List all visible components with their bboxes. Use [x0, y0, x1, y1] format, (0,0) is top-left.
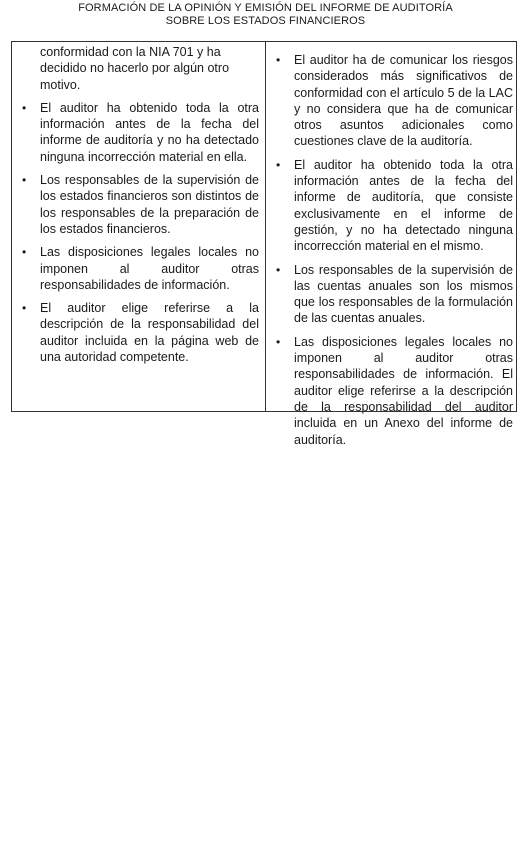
- left-list-item-3-text: Las disposiciones legales locales no imponen al auditor otras responsabilidades de información.: [40, 245, 259, 292]
- right-list-item-2: [278, 157, 513, 255]
- bullet-icon: •: [22, 100, 27, 115]
- bullet-icon: •: [276, 334, 281, 349]
- left-list-item-3: [24, 244, 259, 293]
- bullet-icon: •: [22, 245, 27, 260]
- right-list-item-3-text: Los responsables de la supervisión de las cuentas anuales son los mismos que los responsables de la formulación de las cuentas anuales.: [294, 262, 513, 326]
- left-list-item-2: [24, 172, 259, 237]
- bullet-icon: •: [22, 301, 27, 316]
- left-continuation-text: conformidad con la NIA 701 y ha decidido no hacerlo por algún otro motivo.: [40, 45, 230, 92]
- bullet-icon: •: [276, 53, 281, 67]
- right-list-item-1-text: El auditor ha de comunicar los riesgos considerados más significativos de conformidad con el artículo 5 de la LAC y no considera que ha de comunicar otros asuntos adicionales como cuestiones clave de la auditoría.: [294, 53, 513, 149]
- bullet-icon: •: [276, 157, 281, 172]
- right-list-item-4-text: Las disposiciones legales locales no imponen al auditor otras responsabilidades de información. El auditor elige referirse a la descripción de la responsabilidad del auditor incluida en un Anexo del informe de auditoría.: [294, 334, 513, 447]
- header-title-line-2: SOBRE LOS ESTADOS FINANCIEROS: [165, 14, 366, 27]
- left-list-item-1: [24, 100, 259, 165]
- left-list-item-2-text: Los responsables de la supervisión de los estados financieros son distintos de los responsables de la preparación de los estados financieros.: [40, 173, 259, 236]
- left-list-item-1-text: El auditor ha obtenido toda la otra información antes de la fecha del informe de auditoría y no ha detectado ninguna incorrección material en ella.: [40, 100, 259, 164]
- right-list-item-2-text: El auditor ha obtenido toda la otra información antes de la fecha del informe de auditoría, que consiste exclusivamente en el informe de gestión, y no ha detectado ninguna incorrección material en el mismo.: [294, 157, 513, 254]
- left-list-item-4-text: El auditor elige referirse a la descripción de la responsabilidad del auditor incluida en la página web de una autoridad competente.: [40, 301, 259, 365]
- right-list-item-1: [278, 52, 513, 150]
- page-header: [0, 2, 531, 27]
- right-list-item-4: [278, 334, 513, 448]
- left-list-item-4: [24, 300, 259, 365]
- header-title-line-1: FORMACIÓN DE LA OPINIÓN Y EMISIÓN DEL INFORME DE AUDITORÍA: [78, 2, 453, 14]
- right-column: [266, 42, 516, 447]
- left-column: [12, 42, 266, 411]
- bullet-icon: •: [22, 173, 27, 188]
- right-list-item-3: [278, 262, 513, 327]
- two-column-table: [11, 41, 517, 447]
- bullet-icon: •: [276, 262, 281, 277]
